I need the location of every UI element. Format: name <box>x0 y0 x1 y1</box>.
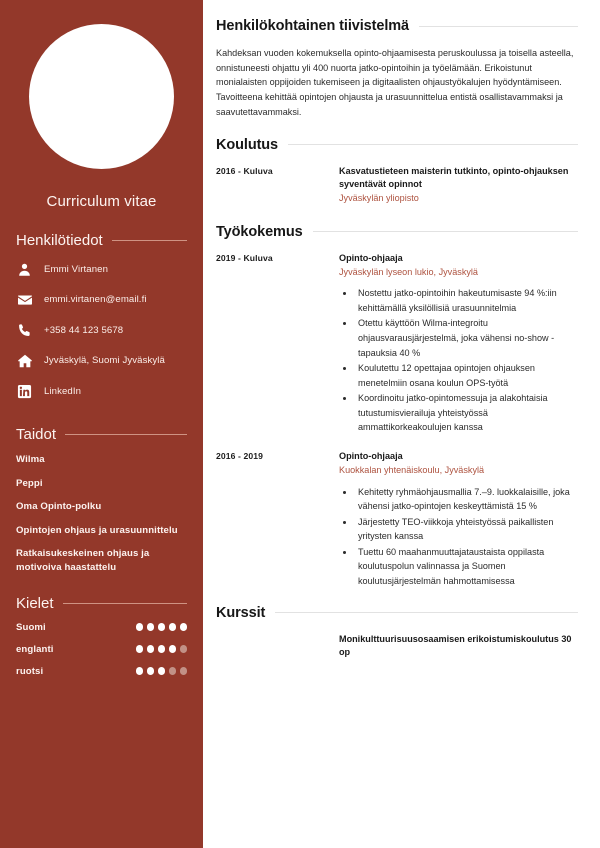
entry-organization: Jyväskylän yliopisto <box>339 192 419 203</box>
sidebar-heading-languages <box>16 595 187 612</box>
entry-date: 2019 - Kuluva <box>216 252 273 263</box>
language-rating <box>136 667 188 675</box>
rating-dot <box>180 667 188 675</box>
sidebar <box>0 0 203 848</box>
education-entry <box>216 165 578 206</box>
linkedin-icon <box>16 383 33 400</box>
contact-item-name <box>16 259 187 280</box>
sidebar-heading-personal <box>16 232 187 249</box>
summary-text: Kahdeksan vuoden kokemuksella opinto-ohjaamisesta peruskoulussa ja toisella asteella, onnistuneesti ohjattu yli 400 nuorta jatko-opintoihin ja työelämään. Erikoistunut monialaisten oppijoiden tukemiseen ja digitaalisten ohjaustyökalujen hyödyntämiseen. Tavoitteena kehittää opintojen ohjausta ja urasuunnittelua entistä osallistavammaksi ja saavutettavammaksi. <box>216 48 574 117</box>
rating-dot <box>169 645 177 653</box>
rating-dot <box>180 645 188 653</box>
entry-date: 2016 - Kuluva <box>216 165 273 176</box>
section-heading-experience-label: Työkokemus <box>216 223 303 240</box>
sidebar-heading-personal-label: Henkilötiedot <box>16 232 103 249</box>
rating-dot <box>158 645 166 653</box>
skill-item: Ratkaisukeskeinen ohjaus ja motivoiva haastattelu <box>16 548 150 574</box>
profile-photo <box>29 24 174 169</box>
language-name: ruotsi <box>16 665 44 677</box>
skill-item: Peppi <box>16 477 43 489</box>
section-rule <box>275 612 578 613</box>
section-heading-education-label: Koulutus <box>216 136 279 153</box>
entry-bullet: • Kehitetty ryhmäohjausmallia 7.–9. luokkalaisille, joka vähensi jatko-opintojen keskeyttämistä 15 % <box>355 485 578 514</box>
language-rating <box>136 623 188 631</box>
heading-rule <box>63 603 187 604</box>
language-row <box>16 622 187 633</box>
heading-rule <box>65 434 187 435</box>
sidebar-heading-languages-label: Kielet <box>16 594 54 612</box>
contact-item-location <box>16 351 187 372</box>
section-rule <box>313 231 578 232</box>
entry-body <box>339 165 578 206</box>
entry-date <box>216 633 339 634</box>
section-heading-summary <box>216 18 578 34</box>
section-heading-education <box>216 137 578 153</box>
rating-dot <box>158 667 166 675</box>
entry-bullet: • Järjestetty TEO-viikkoja yhteistyössä paikallisten yritysten kanssa <box>355 515 578 544</box>
entry-bullets <box>355 485 578 589</box>
rating-dot <box>147 623 155 631</box>
envelope-icon <box>16 292 33 309</box>
rating-dot <box>180 623 188 631</box>
contact-item-linkedin[interactable] <box>16 381 187 402</box>
contact-item-phone[interactable] <box>16 320 187 341</box>
contact-value: emmi.virtanen@email.fi <box>44 294 147 305</box>
profile-photo-wrap <box>16 0 187 169</box>
entry-bullet: • Koordinoitu jatko-opintomessuja ja alakohtaisia tutustumisvierailuja yhteistyössä ammattikorkeakoulujen kanssa <box>355 391 578 435</box>
skill-item: Oma Opinto-polku <box>16 501 102 513</box>
entry-title: Kasvatustieteen maisterin tutkinto, opinto-ohjauksen syventävät opinnot <box>339 165 569 189</box>
home-icon <box>16 353 33 370</box>
rating-dot <box>136 623 144 631</box>
rating-dot <box>147 667 155 675</box>
rating-dot <box>136 667 144 675</box>
rating-dot <box>169 623 177 631</box>
person-icon <box>16 261 33 278</box>
entry-date: 2016 - 2019 <box>216 450 263 461</box>
section-heading-experience <box>216 224 578 240</box>
skills-list <box>16 453 187 575</box>
section-heading-courses-label: Kurssit <box>216 604 266 621</box>
contact-item-email[interactable] <box>16 290 187 311</box>
course-entry <box>216 633 578 659</box>
skill-item: Opintojen ohjaus ja urasuunnittelu <box>16 524 178 536</box>
contact-value: Emmi Virtanen <box>44 263 109 275</box>
language-name: englanti <box>16 643 54 655</box>
section-heading-courses <box>216 605 578 621</box>
section-heading-summary-label: Henkilökohtainen tiivistelmä <box>216 18 409 34</box>
entry-body <box>339 450 578 590</box>
sidebar-heading-skills-label: Taidot <box>16 426 57 443</box>
contact-list <box>16 259 187 402</box>
sidebar-heading-skills <box>16 426 187 443</box>
entry-bullets <box>355 286 578 434</box>
section-rule <box>419 26 578 27</box>
rating-dot <box>136 645 144 653</box>
cv-title: Curriculum vitae <box>46 193 157 210</box>
entry-organization: Jyväskylän lyseon lukio, Jyväskylä <box>339 266 478 277</box>
experience-entry <box>216 252 578 436</box>
entry-body <box>339 633 578 659</box>
language-rating <box>136 645 188 653</box>
entry-organization: Kuokkalan yhtenäiskoulu, Jyväskylä <box>339 465 485 476</box>
rating-dot <box>158 623 166 631</box>
skill-item: Wilma <box>16 454 45 465</box>
contact-value: LinkedIn <box>44 385 82 397</box>
entry-bullet: • Tuettu 60 maahanmuuttajataustaista oppilasta koulutuspolun valinnassa ja Suomen koulutusjärjestelmän hahmottamisessa <box>355 545 578 589</box>
phone-icon <box>16 322 33 339</box>
experience-entry <box>216 450 578 590</box>
rating-dot <box>169 667 177 675</box>
entry-bullet: • Otettu käyttöön Wilma-integroitu ohjausvarausjärjestelmä, joka vähensi no-show -tapauksia 40 % <box>355 316 578 360</box>
entry-bullet: • Koulutettu 12 opettajaa opintojen ohjauksen menetelmiin osana koulun OPS-työtä <box>355 361 578 390</box>
entry-title: Monikulttuurisuusosaamisen erikoistumiskoulutus 30 op <box>339 633 572 657</box>
section-rule <box>288 144 578 145</box>
main-content <box>203 0 600 848</box>
contact-value: +358 44 123 5678 <box>44 324 124 336</box>
entry-body <box>339 252 578 436</box>
language-name: Suomi <box>16 621 46 633</box>
entry-title: Opinto-ohjaaja <box>339 252 403 263</box>
languages-list <box>16 622 187 677</box>
entry-title: Opinto-ohjaaja <box>339 450 403 461</box>
entry-bullet: • Nostettu jatko-opintoihin hakeutumisaste 94 %:iin kehittämällä yksilöllisiä urasuunnitelmia <box>355 286 578 315</box>
language-row <box>16 666 187 677</box>
heading-rule <box>112 240 187 241</box>
contact-value: Jyväskylä, Suomi Jyväskylä <box>44 355 165 366</box>
rating-dot <box>147 645 155 653</box>
language-row <box>16 644 187 655</box>
